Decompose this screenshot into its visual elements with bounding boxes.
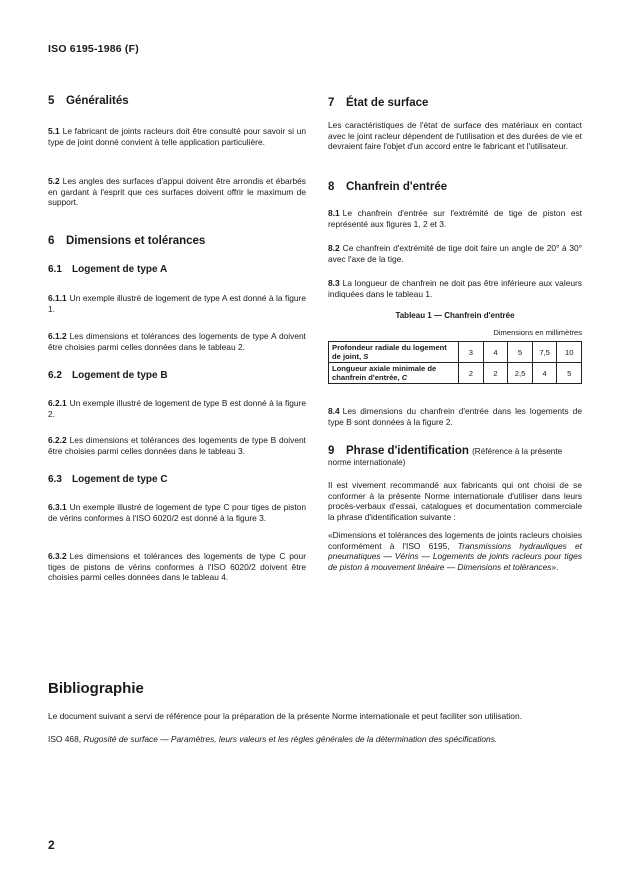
row-label-text: Longueur axiale minimale de chanfrein d'entrée, (332, 364, 437, 382)
subsection-title: Logement de type C (72, 474, 168, 485)
paragraph-number: 6.3.2 (48, 551, 67, 561)
quote-title: Transmissions hydrauliques et pneumatiques — Vérins — Logements de joints racleurs pour tiges de piston à mouvement linéaire — Dimensions et tolérances (328, 540, 582, 572)
paragraph-8-2 (328, 243, 582, 264)
section-title: Généralités (66, 95, 129, 107)
table-cell: 3 (459, 342, 484, 363)
subsection-number: 6.2 (48, 370, 62, 381)
table-cell: 4 (532, 363, 557, 384)
page-number: 2 (48, 838, 55, 852)
quote-end: ». (551, 561, 559, 572)
paragraph-number: 6.1.2 (48, 331, 67, 341)
reference-id: ISO 468, (48, 734, 82, 744)
table-cell: 5 (508, 342, 533, 363)
section-title: Dimensions et tolérances (66, 235, 206, 247)
section-number: 7 (328, 97, 335, 109)
section-5-heading (48, 95, 306, 107)
subsection-number: 6.3 (48, 474, 62, 485)
paragraph-text: Les dimensions du chanfrein d'entrée dans les logements de type B sont données à la figure 2. (328, 406, 582, 427)
paragraph-number: 8.4 (328, 406, 340, 416)
paragraph-8-1 (328, 208, 582, 229)
section-number: 6 (48, 235, 55, 247)
section-title: Phrase d'identification (346, 445, 469, 457)
row-label-symbol: C (401, 373, 408, 382)
paragraph-number: 6.1.1 (48, 293, 67, 303)
paragraph-6-2-2 (48, 435, 306, 456)
paragraph-number: 5.1 (48, 126, 60, 136)
paragraph-8-3 (328, 278, 582, 299)
paragraph-6-3-2 (48, 551, 306, 583)
table-1-unit-note: Dimensions en millimètres (493, 328, 582, 337)
paragraph-number: 6.3.1 (48, 502, 67, 512)
paragraph-6-1-1 (48, 293, 306, 314)
table-cell: 2 (459, 363, 484, 384)
subsection-6-2-heading (48, 370, 306, 381)
paragraph-text: Un exemple illustré de logement de type A est donné à la figure 1. (48, 293, 306, 314)
paragraph-text: Le fabricant de joints racleurs doit être consulté pour savoir si un type de joint donné convient à telle application particulière. (48, 126, 306, 147)
table-cell: 10 (557, 342, 582, 363)
paragraph-8-4 (328, 406, 582, 427)
reference-title: Rugosité de surface — Paramètres, leurs valeurs et les règles générales de la détermination des spécifications. (83, 734, 498, 744)
subsection-number: 6.1 (48, 264, 62, 275)
row-label-symbol: S (363, 352, 369, 361)
section-number: 5 (48, 95, 55, 107)
table-1 (328, 341, 582, 384)
paragraph-number: 6.2.1 (48, 398, 67, 408)
paragraph-text: Les angles des surfaces d'appui doivent être arrondis et ébarbés en gardant à l'esprit que ces surfaces doivent offrir le maximum de support. (48, 176, 306, 208)
table-1-caption: Tableau 1 — Chanfrein d'entrée (395, 311, 515, 320)
table-row-label (329, 363, 459, 384)
table-cell: 2,5 (508, 363, 533, 384)
paragraph-text: Un exemple illustré de logement de type B est donné à la figure 2. (48, 398, 306, 419)
paragraph-7: Les caractéristiques de l'état de surface des matériaux en contact avec le joint racleur dépendent de l'utilisation et des durées de vie et devraient faire l'objet d'un accord entre le fabricant et l'utilisateur. (328, 120, 582, 152)
paragraph-6-3-1 (48, 502, 306, 523)
section-number: 9 (328, 445, 335, 457)
section-9-heading (328, 446, 582, 468)
bibliography-reference (48, 734, 578, 745)
paragraph-number: 6.2.2 (48, 435, 67, 445)
bibliography-intro: Le document suivant a servi de référence pour la préparation de la présente Norme internationale et peut faciliter son utilisation. (48, 711, 522, 721)
paragraph-text: Les dimensions et tolérances des logements de type B doivent être choisies parmi celles données dans le tableau 3. (48, 435, 306, 456)
paragraph-6-2-1 (48, 398, 306, 419)
document-header-id: ISO 6195-1986 (F) (48, 43, 139, 55)
paragraph-text: Ce chanfrein d'extrémité de tige doit faire un angle de 20° à 30° avec l'axe de la tige. (328, 243, 582, 264)
paragraph-number: 8.3 (328, 278, 340, 288)
section-title: État de surface (346, 97, 429, 109)
paragraph-text: Le chanfrein d'entrée sur l'extrémité de tige de piston est représenté aux figures 1, 2 et 3. (328, 208, 582, 229)
row-label-text: Profondeur radiale du logement de joint, (332, 343, 447, 361)
paragraph-text: Les dimensions et tolérances des logements de type A doivent être choisies parmi celles données dans le tableau 2. (48, 331, 306, 352)
section-number: 8 (328, 181, 335, 193)
paragraph-text: La longueur de chanfrein ne doit pas être inférieure aux valeurs indiquées dans le tableau 1. (328, 278, 582, 299)
subsection-6-3-heading (48, 474, 306, 485)
table-cell: 7,5 (532, 342, 557, 363)
paragraph-text: Un exemple illustré de logement de type C pour tiges de piston de vérins conformes à l'ISO 6020/2 est donné à la figure 3. (48, 502, 306, 523)
paragraph-9-quote (328, 530, 582, 572)
table-cell: 2 (483, 363, 508, 384)
paragraph-5-1 (48, 126, 306, 147)
section-title: Chanfrein d'entrée (346, 181, 448, 193)
bibliography-title: Bibliographie (48, 680, 144, 697)
paragraph-6-1-2 (48, 331, 306, 352)
paragraph-9-1: Il est vivement recommandé aux fabricants qui ont choisi de se conformer à la présente Norme internationale d'utiliser dans leurs procès-verbaux d'essai, catalogues et documentation commerciale la phrase d'identification suivante : (328, 480, 582, 522)
section-7-heading (328, 97, 582, 109)
quote-text: «Dimensions et tolérances des logements de joints racleurs choisies conformément à l'ISO 6195, (328, 530, 582, 551)
paragraph-number: 8.1 (328, 208, 340, 218)
paragraph-5-2 (48, 176, 306, 208)
subsection-6-1-heading (48, 264, 306, 275)
section-6-heading (48, 235, 306, 247)
section-8-heading (328, 181, 582, 193)
table-row (329, 363, 582, 384)
table-row (329, 342, 582, 363)
subsection-title: Logement de type A (72, 264, 168, 275)
section-note: (Référence à la présente norme internationale) (328, 447, 563, 467)
table-cell: 4 (483, 342, 508, 363)
paragraph-number: 8.2 (328, 243, 340, 253)
paragraph-text: Les dimensions et tolérances des logements de type C pour tiges de pistons de vérins conformes à l'ISO 6020/2 doivent être choisies parmi celles données dans le tableau 4. (48, 551, 306, 583)
subsection-title: Logement de type B (72, 370, 168, 381)
paragraph-number: 5.2 (48, 176, 60, 186)
table-cell: 5 (557, 363, 582, 384)
table-row-label (329, 342, 459, 363)
